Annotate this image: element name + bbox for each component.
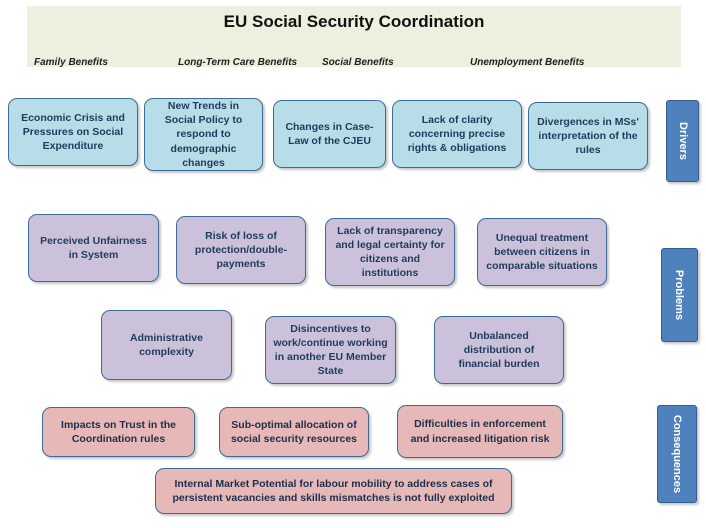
side-label-consequences-text: Consequences [671, 414, 683, 494]
category-family-benefits: Family Benefits [34, 57, 108, 68]
problem-lack-of-transparency: Lack of transparency and legal certainty for citizens and institutions [325, 218, 455, 286]
side-label-drivers [666, 100, 699, 182]
consequence-sub-optimal-allocation: Sub-optimal allocation of social security resources [219, 407, 369, 457]
driver-economic-crisis: Economic Crisis and Pressures on Social Expenditure [8, 98, 138, 166]
driver-lack-of-clarity: Lack of clarity concerning precise rights & obligations [392, 100, 522, 168]
driver-divergences-interpretation: Divergences in MSs' interpretation of the rules [528, 102, 648, 170]
problem-unbalanced-distribution: Unbalanced distribution of financial burden [434, 316, 564, 384]
category-long-term-care-benefits: Long-Term Care Benefits [178, 57, 298, 68]
problem-risk-of-loss: Risk of loss of protection/double-payments [176, 216, 306, 284]
problem-administrative-complexity: Administrative complexity [101, 310, 232, 380]
problem-unequal-treatment: Unequal treatment between citizens in comparable situations [477, 218, 607, 286]
consequence-internal-market-potential: Internal Market Potential for labour mobility to address cases of persistent vacancies and skills mismatches is not fully exploited [155, 468, 512, 514]
category-social-benefits: Social Benefits [322, 57, 394, 68]
side-label-drivers-text: Drivers [676, 122, 689, 160]
problem-perceived-unfairness: Perceived Unfairness in System [28, 214, 159, 282]
problem-disincentives-to-work: Disincentives to work/continue working in another EU Member State [265, 316, 396, 384]
driver-case-law-changes: Changes in Case-Law of the CJEU [273, 100, 386, 168]
side-label-consequences [657, 405, 697, 503]
consequence-difficulties-enforcement: Difficulties in enforcement and increased litigation risk [397, 405, 563, 458]
side-label-problems-text: Problems [673, 269, 686, 321]
side-label-problems [661, 248, 698, 342]
category-unemployment-benefits: Unemployment Benefits [470, 57, 585, 68]
driver-new-trends-social-policy: New Trends in Social Policy to respond to demographic changes [144, 98, 263, 171]
diagram-header [27, 6, 681, 67]
diagram-title: EU Social Security Coordination [223, 12, 485, 31]
consequence-impacts-on-trust: Impacts on Trust in the Coordination rules [42, 407, 195, 457]
